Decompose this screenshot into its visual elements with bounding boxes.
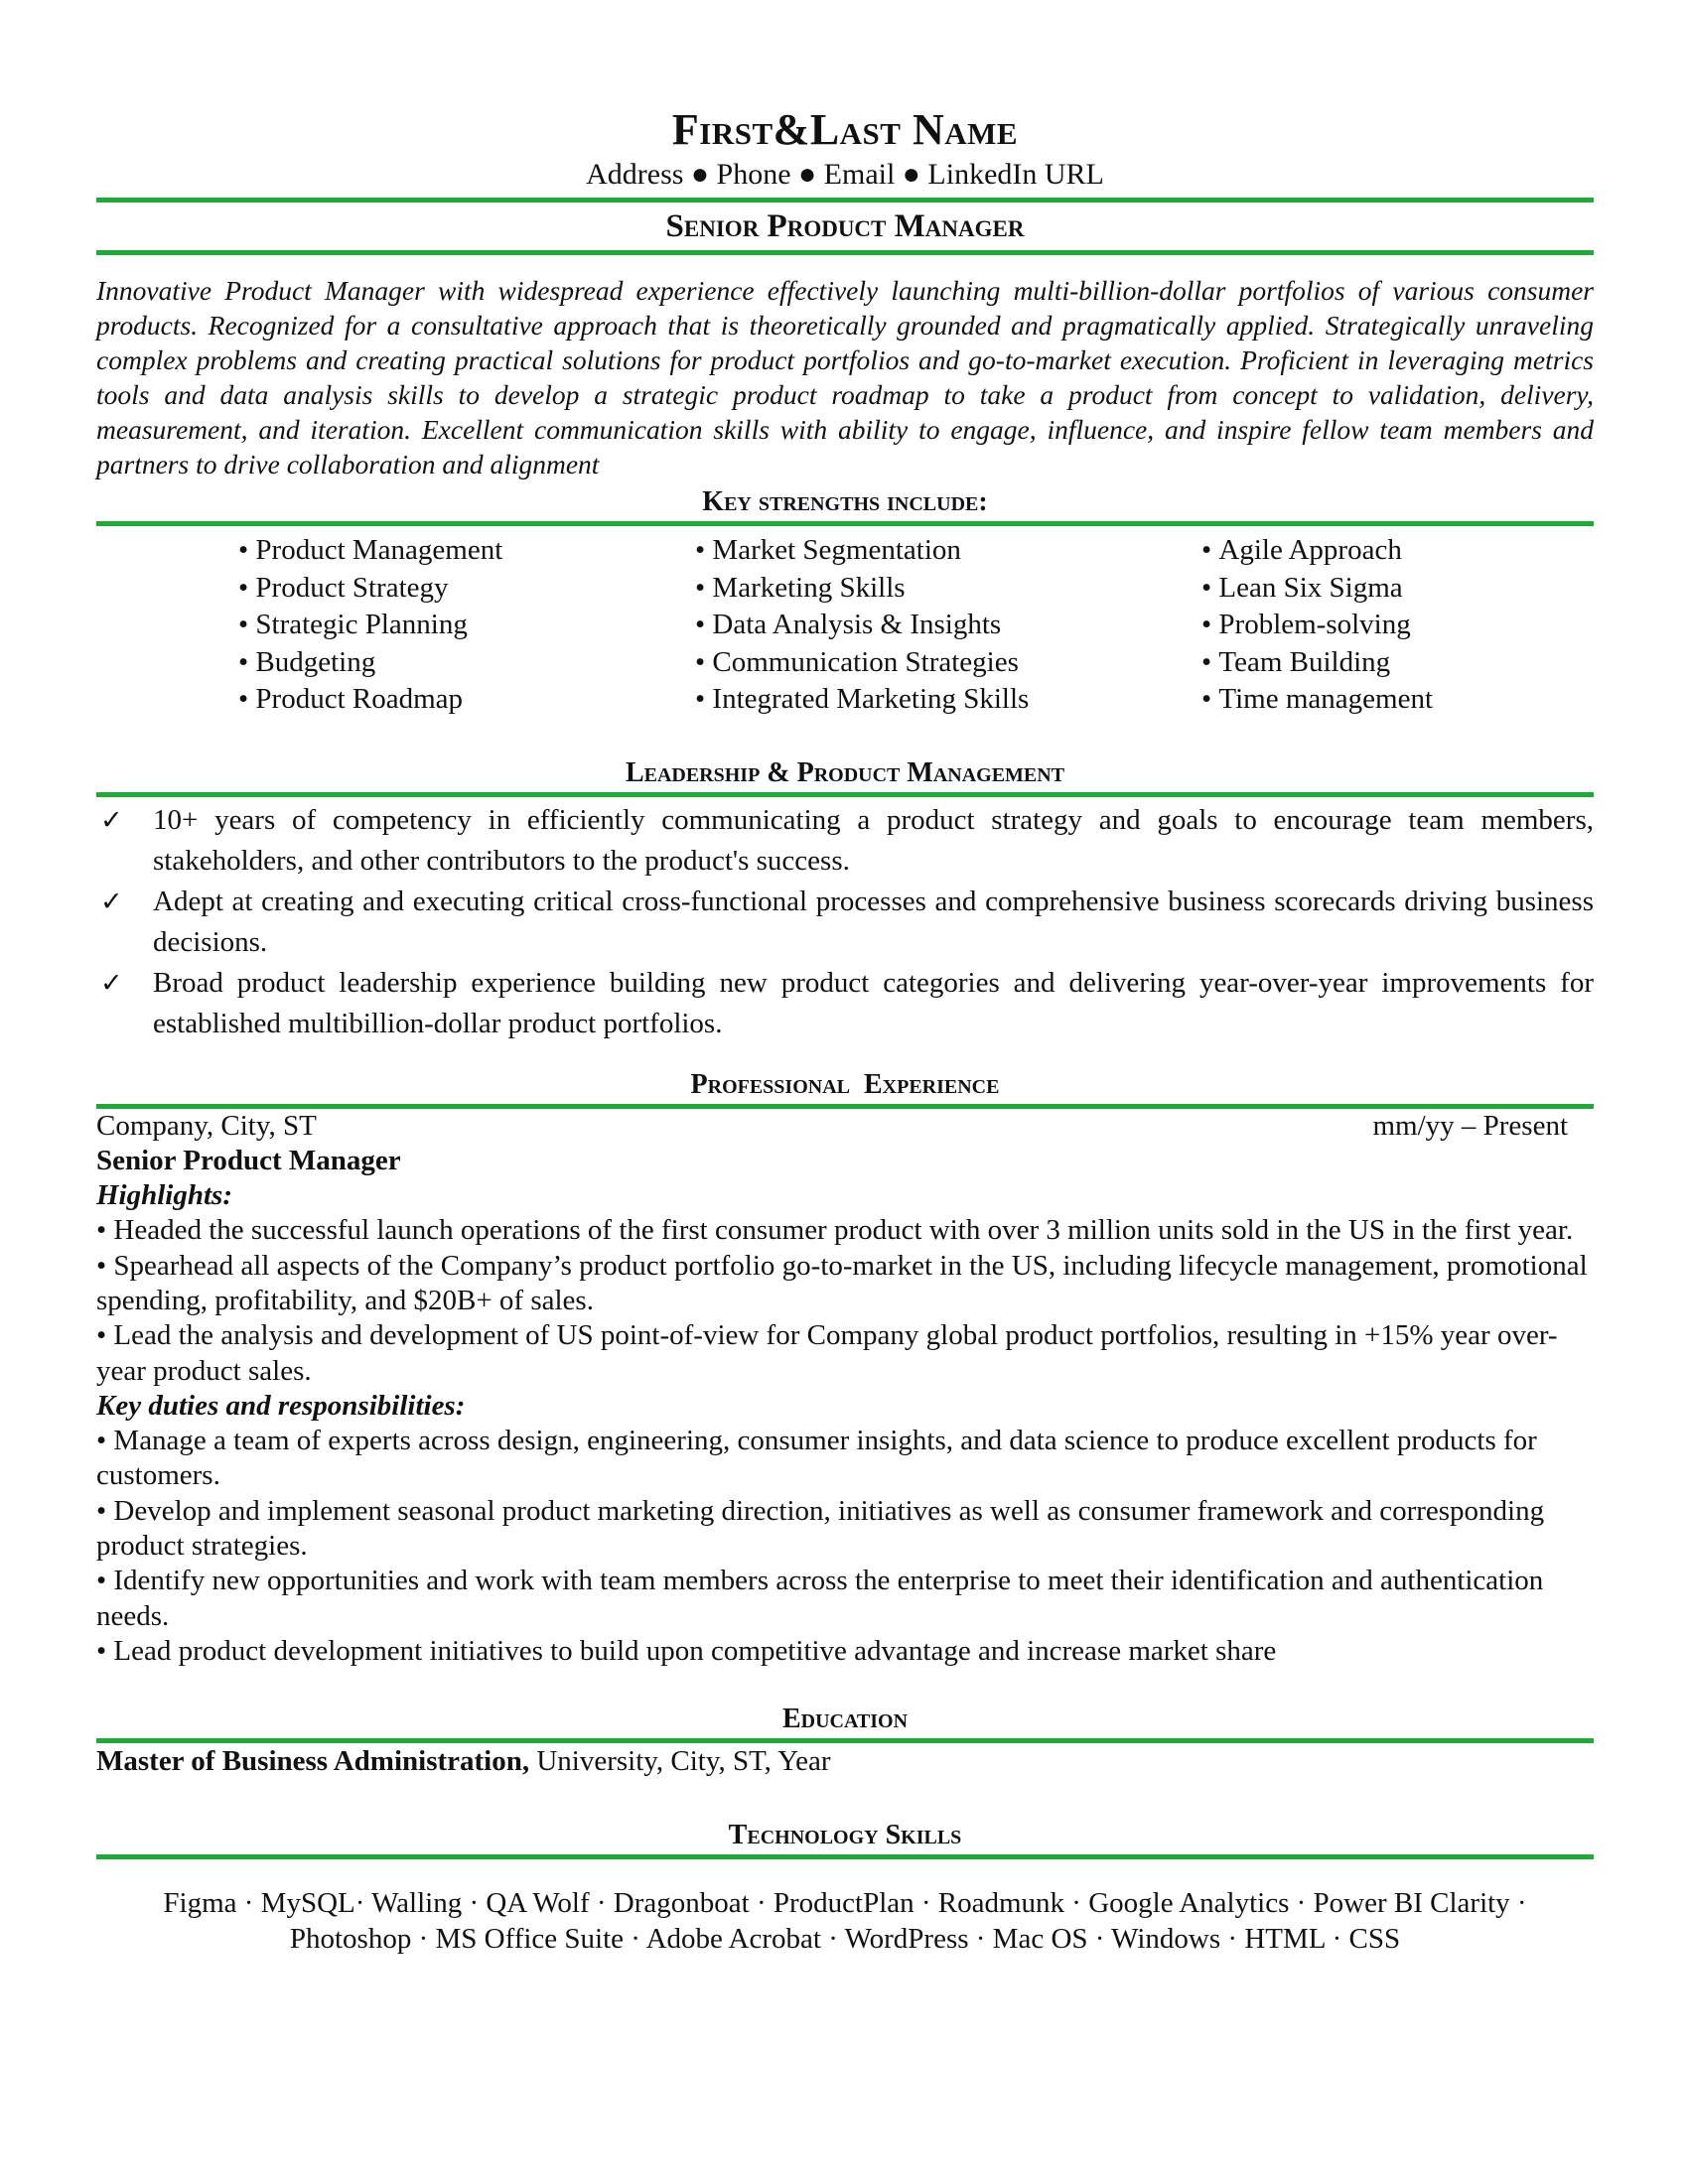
- strengths-column: [695, 532, 1201, 719]
- section-title-strengths: Key strengths include:: [702, 486, 988, 517]
- leadership-list: [96, 800, 1594, 1044]
- duty-item: • Identify new opportunities and work with team members across the enterprise to meet their identification and authentication needs.: [96, 1565, 1544, 1632]
- section-title-leadership: Leadership & Product Management: [625, 756, 1065, 788]
- duty-item: • Lead product development initiatives to build upon competitive advantage and increase market share: [96, 1634, 1277, 1667]
- section-title-technology: Technology Skills: [728, 1820, 962, 1851]
- experience-header: [96, 1109, 1594, 1144]
- job-title: Senior Product Manager: [96, 1144, 401, 1176]
- strength-item: • Product Strategy: [238, 570, 695, 608]
- highlight-item: • Spearhead all aspects of the Company’s product portfolio go-to-market in the US, including lifecycle management, promotional spending, profitability, and $20B+ of sales.: [96, 1249, 1588, 1316]
- duties-label: Key duties and responsibilities:: [96, 1389, 466, 1422]
- divider-rule: [96, 1854, 1594, 1859]
- degree-name: Master of Business Administration,: [96, 1745, 530, 1778]
- highlight-item: • Headed the successful launch operations of the first consumer product with over 3 million units sold in the US in the first year.: [96, 1214, 1574, 1247]
- duty-item: • Develop and implement seasonal product marketing direction, initiatives as well as consumer framework and corresponding product strategies.: [96, 1494, 1545, 1563]
- strength-item: • Budgeting: [238, 644, 695, 682]
- strengths-column: [1201, 532, 1599, 719]
- technology-line: Figma · MySQL· Walling · QA Wolf · Dragonboat · ProductPlan · Roadmunk · Google Analytics · Power BI Clarity ·: [163, 1887, 1527, 1920]
- leadership-text: 10+ years of competency in efficiently communicating a product strategy and goals to encourage team members, stakeholders, and other contributors to the product's success.: [153, 803, 1594, 877]
- highlights-label: Highlights:: [96, 1179, 232, 1212]
- strength-item: • Integrated Marketing Skills: [695, 681, 1201, 719]
- contact-line: Address ● Phone ● Email ● LinkedIn URL: [586, 158, 1104, 191]
- education-entry: [96, 1743, 1594, 1779]
- section-title-experience: Professional Experience: [690, 1068, 1000, 1100]
- leadership-item: [96, 882, 1594, 963]
- professional-summary: Innovative Product Manager with widespread experience effectively launching multi-billion-dollar portfolios of various consumer products. Recognized for a consultative approach that is theoretically grounded and pragmatically applied. Strategically unraveling complex problems and creating practical solutions for product portfolios and go-to-market execution. Proficient in leveraging metrics tools and data analysis skills to develop a strategic product roadmap to take a product from concept to validation, delivery, measurement, and iteration. Excellent communication skills with ability to engage, influence, and inspire fellow team members and partners to drive collaboration and alignment: [96, 275, 1594, 479]
- checkmark-icon: ✓: [100, 804, 123, 835]
- strength-item: • Team Building: [1201, 644, 1599, 682]
- headline-title: Senior Product Manager: [665, 208, 1025, 244]
- highlight-item: • Lead the analysis and development of US point-of-view for Company global product portfolios, resulting in +15% year over-year product sales.: [96, 1319, 1558, 1387]
- technology-line: Photoshop · MS Office Suite · Adobe Acrobat · WordPress · Mac OS · Windows · HTML · CSS: [289, 1923, 1401, 1956]
- leadership-item: [96, 963, 1594, 1044]
- leadership-text: Broad product leadership experience building new product categories and delivering year-over-year improvements for established multibillion-dollar product portfolios.: [153, 966, 1594, 1039]
- candidate-name: First&Last Name: [671, 105, 1019, 154]
- company-location: Company, City, ST: [96, 1109, 317, 1142]
- strength-item: • Market Segmentation: [695, 532, 1201, 570]
- strength-item: • Agile Approach: [1201, 532, 1599, 570]
- strength-item: • Lean Six Sigma: [1201, 570, 1599, 608]
- divider-rule: [96, 250, 1594, 255]
- strength-item: • Communication Strategies: [695, 644, 1201, 682]
- strength-item: • Problem-solving: [1201, 607, 1599, 644]
- strengths-column: [238, 532, 695, 719]
- education-details: University, City, ST, Year: [529, 1745, 831, 1778]
- divider-rule: [96, 792, 1594, 797]
- experience-entry: [96, 1109, 1594, 1670]
- strength-item: • Time management: [1201, 681, 1599, 719]
- employment-dates: mm/yy – Present: [1372, 1109, 1568, 1142]
- checkmark-icon: ✓: [100, 967, 123, 998]
- technology-list: [96, 1885, 1594, 1957]
- strength-item: • Product Management: [238, 532, 695, 570]
- duty-item: • Manage a team of experts across design, engineering, consumer insights, and data science to produce excellent products for customers.: [96, 1425, 1537, 1492]
- strength-item: • Strategic Planning: [238, 607, 695, 644]
- section-title-education: Education: [781, 1704, 909, 1735]
- strength-item: • Product Roadmap: [238, 681, 695, 719]
- strength-item: • Data Analysis & Insights: [695, 607, 1201, 644]
- strength-item: • Marketing Skills: [695, 570, 1201, 608]
- resume-page: [96, 0, 1594, 1957]
- checkmark-icon: ✓: [100, 886, 123, 916]
- leadership-text: Adept at creating and executing critical cross-functional processes and comprehensive business scorecards driving business decisions.: [153, 885, 1594, 958]
- divider-rule: [96, 521, 1594, 526]
- strengths-grid: [238, 532, 1594, 719]
- leadership-item: [96, 800, 1594, 882]
